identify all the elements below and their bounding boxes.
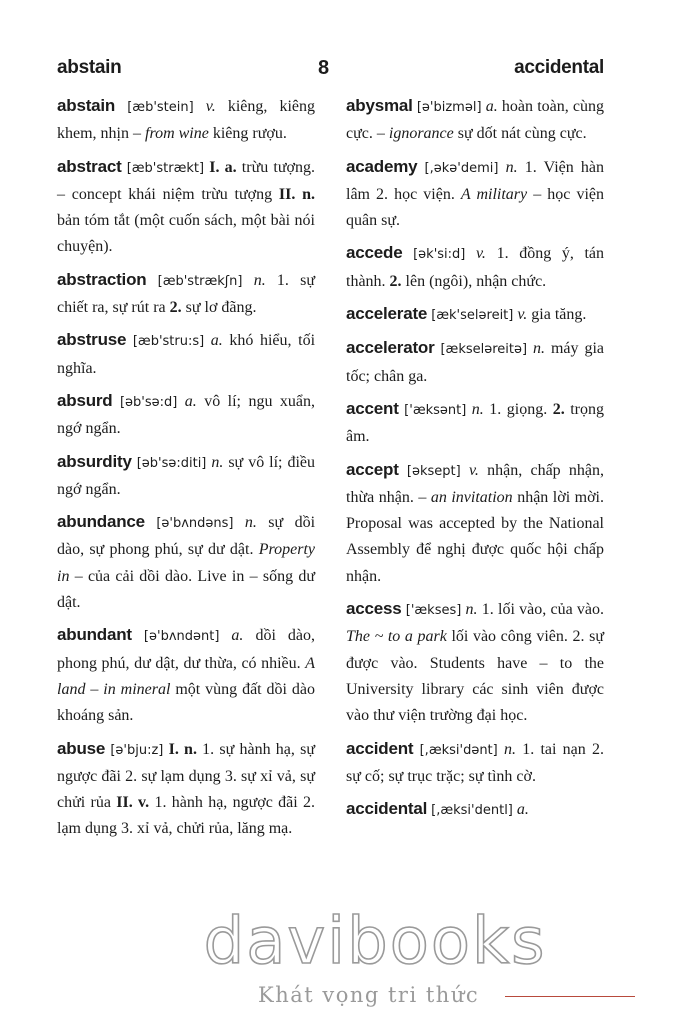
sense-marker: II. v.	[116, 794, 150, 812]
pronunciation: [æk'seləreit]	[431, 308, 514, 324]
pronunciation: [ə'bʌndənt]	[143, 629, 220, 645]
definition: 1. lối vào, của vào.	[481, 601, 605, 619]
dictionary-entry	[346, 301, 604, 329]
part-of-speech: v.	[193, 98, 228, 115]
definition: 1. giọng.	[489, 400, 553, 418]
headword: accident	[346, 738, 414, 758]
headword: abstruse	[57, 330, 127, 350]
part-of-speech: v.	[460, 461, 488, 479]
definition: sự dồi dào, sự phong phú, sự dư dật.	[57, 514, 316, 559]
sense-marker: II. n.	[278, 185, 316, 203]
headword: academy	[346, 156, 418, 176]
definition-rest: sự dốt nát cùng cực.	[453, 125, 587, 143]
watermark-brand: davibooks	[203, 905, 547, 979]
definition-rest: nhận lời mời. Proposal was accepted by the National Assembly để nghị được quốc hội chấp nhận.	[346, 488, 605, 585]
headword: abuse	[57, 738, 106, 758]
dictionary-entry	[346, 457, 604, 590]
dictionary-entry	[57, 622, 315, 729]
pronunciation: [əb'sə:diti]	[136, 455, 207, 471]
headword: access	[346, 599, 402, 619]
dictionary-entry	[346, 93, 604, 148]
part-of-speech: a.	[481, 98, 502, 115]
example: Property in –	[57, 541, 315, 585]
headword: accede	[346, 243, 403, 263]
headword: accent	[346, 398, 399, 418]
left-column	[57, 93, 315, 849]
right-column	[346, 93, 604, 830]
pronunciation: [,æksi'dentl]	[431, 803, 513, 819]
definition-rest: một vùng đất dồi dào khoáng sản.	[57, 680, 315, 725]
definition: trừu tượng. – concept khái niệm trừu tượng	[57, 158, 315, 203]
definition: 1. Viện hàn lâm 2. học viện.	[346, 158, 605, 203]
example: from wine	[145, 125, 209, 143]
pronunciation: ['ækses]	[405, 603, 462, 619]
part-of-speech: n.	[466, 400, 490, 418]
pronunciation: [æb'strækt]	[126, 160, 205, 176]
part-of-speech: v.	[513, 306, 532, 324]
dictionary-entry	[346, 396, 604, 451]
definition: 1. sự chiết ra, sự rút ra	[57, 271, 316, 317]
headword: abysmal	[346, 96, 413, 115]
headword: abstraction	[57, 269, 147, 289]
dictionary-entry	[346, 154, 604, 235]
headword: accelerator	[346, 338, 435, 358]
dictionary-entry	[57, 267, 315, 322]
definition: nhận, chấp nhận, thừa nhận. –	[346, 461, 605, 506]
definition-rest: kiêng rượu.	[208, 125, 287, 143]
example: A military –	[460, 185, 542, 203]
guide-word-left: abstain	[57, 57, 122, 78]
dictionary-entry	[57, 449, 315, 504]
example: an invitation	[430, 488, 513, 506]
definition-rest: lối vào công viên. 2. sự được vào. Students have – to the University library các sinh viên được vào thư viện trường đại học.	[346, 628, 604, 725]
pronunciation: [ə'bju:z]	[110, 742, 164, 758]
part-of-speech: n.	[527, 340, 551, 358]
definition: 1. đồng ý, tán thành.	[346, 245, 605, 290]
sense-marker: 2.	[169, 299, 182, 317]
part-of-speech: I. a.	[204, 158, 242, 176]
definition-rest: 1. hành hạ, ngược đãi 2. lạm dụng 3. xỉ vả, chửi rủa, lăng mạ.	[57, 794, 316, 838]
sense-marker: 2.	[552, 400, 565, 418]
definition: sự vô lí; điều ngớ ngẩn.	[57, 453, 316, 498]
headword: absurdity	[57, 451, 132, 471]
part-of-speech: n.	[242, 271, 277, 289]
dictionary-entry	[346, 736, 604, 791]
definition: khó hiểu, tối nghĩa.	[57, 332, 316, 377]
dictionary-entry	[57, 509, 315, 616]
headword: abstract	[57, 156, 122, 176]
watermark-tagline: Khát vọng tri thức	[258, 983, 480, 1007]
part-of-speech: a.	[204, 332, 230, 350]
dictionary-entry	[57, 388, 315, 443]
part-of-speech: n.	[233, 514, 269, 532]
pronunciation: ['æksənt]	[404, 402, 467, 418]
pronunciation: [æb'strækʃn]	[157, 273, 243, 289]
definition-rest: sự lơ đãng.	[181, 299, 257, 317]
part-of-speech: a.	[177, 392, 205, 410]
part-of-speech: a.	[512, 801, 529, 819]
sense-marker: 2.	[389, 272, 402, 290]
example: The ~ to a park	[346, 628, 447, 646]
pronunciation: [əksept]	[406, 463, 461, 479]
example: A land – in mineral	[57, 654, 315, 698]
part-of-speech: n.	[497, 740, 523, 758]
definition: 1. sự hành hạ, sự ngược đãi 2. sự lạm dụng 3. sự xỉ vả, sự chửi rủa	[57, 740, 316, 812]
definition: vô lí; ngu xuẩn, ngớ ngẩn.	[57, 392, 316, 438]
part-of-speech: v.	[465, 245, 497, 263]
part-of-speech: I. n.	[163, 740, 203, 758]
pronunciation: [ækseləreitə]	[440, 342, 528, 358]
pronunciation: [æb'stru:s]	[132, 334, 205, 350]
headword: accept	[346, 459, 399, 479]
definition: dồi dào, phong phú, dư dật, dư thừa, có nhiều.	[57, 627, 316, 672]
headword: abundant	[57, 625, 132, 645]
pronunciation: [ək'si:d]	[413, 247, 466, 263]
example: ignorance	[388, 125, 454, 143]
headword: accelerate	[346, 304, 428, 324]
dictionary-entry	[346, 240, 604, 295]
definition-rest: lên (ngôi), nhận chức.	[401, 272, 547, 290]
part-of-speech: n.	[498, 158, 525, 176]
dictionary-entry	[346, 596, 604, 729]
running-header	[0, 57, 700, 87]
headword: absurd	[57, 390, 113, 410]
part-of-speech: a.	[219, 627, 256, 645]
pronunciation: [,æksi'dənt]	[419, 742, 498, 758]
pronunciation: [ə'bizməl]	[416, 100, 482, 115]
headword: abstain	[57, 96, 116, 115]
definition: hoàn toàn, cùng cực. –	[346, 98, 605, 143]
definition: máy gia tốc; chân ga.	[346, 340, 605, 385]
pronunciation: [æb'stein]	[127, 100, 194, 115]
dictionary-entry	[57, 93, 315, 148]
headword: abundance	[57, 512, 145, 532]
definition-rest: bản tóm tắt (một cuốn sách, một bài nói chuyện).	[57, 212, 315, 256]
dictionary-entry	[346, 335, 604, 390]
definition: kiêng, kiêng khem, nhịn –	[57, 98, 316, 143]
dictionary-entry	[57, 154, 315, 261]
definition-rest: học viện quân sự.	[346, 185, 605, 230]
pronunciation: [,əkə'demi]	[424, 160, 499, 176]
dictionary-entry	[346, 796, 604, 824]
definition-rest: trọng âm.	[346, 400, 605, 446]
watermark-underline	[505, 996, 635, 997]
guide-word-right: accidental	[514, 57, 604, 78]
pronunciation: [ə'bʌndəns]	[156, 516, 234, 532]
headword: accidental	[346, 799, 428, 819]
page-number: 8	[318, 57, 329, 79]
definition-rest: của cải dồi dào. Live in – sống dư dật.	[57, 567, 316, 612]
definition: gia tăng.	[531, 306, 587, 324]
pronunciation: [əb'sə:d]	[119, 394, 178, 410]
dictionary-entry	[57, 327, 315, 382]
dictionary-entry	[57, 736, 315, 843]
definition: 1. tai nạn 2. sự cố; sự trục trặc; sự tình cờ.	[346, 740, 604, 785]
part-of-speech: n.	[206, 453, 229, 471]
part-of-speech: n.	[461, 601, 482, 619]
